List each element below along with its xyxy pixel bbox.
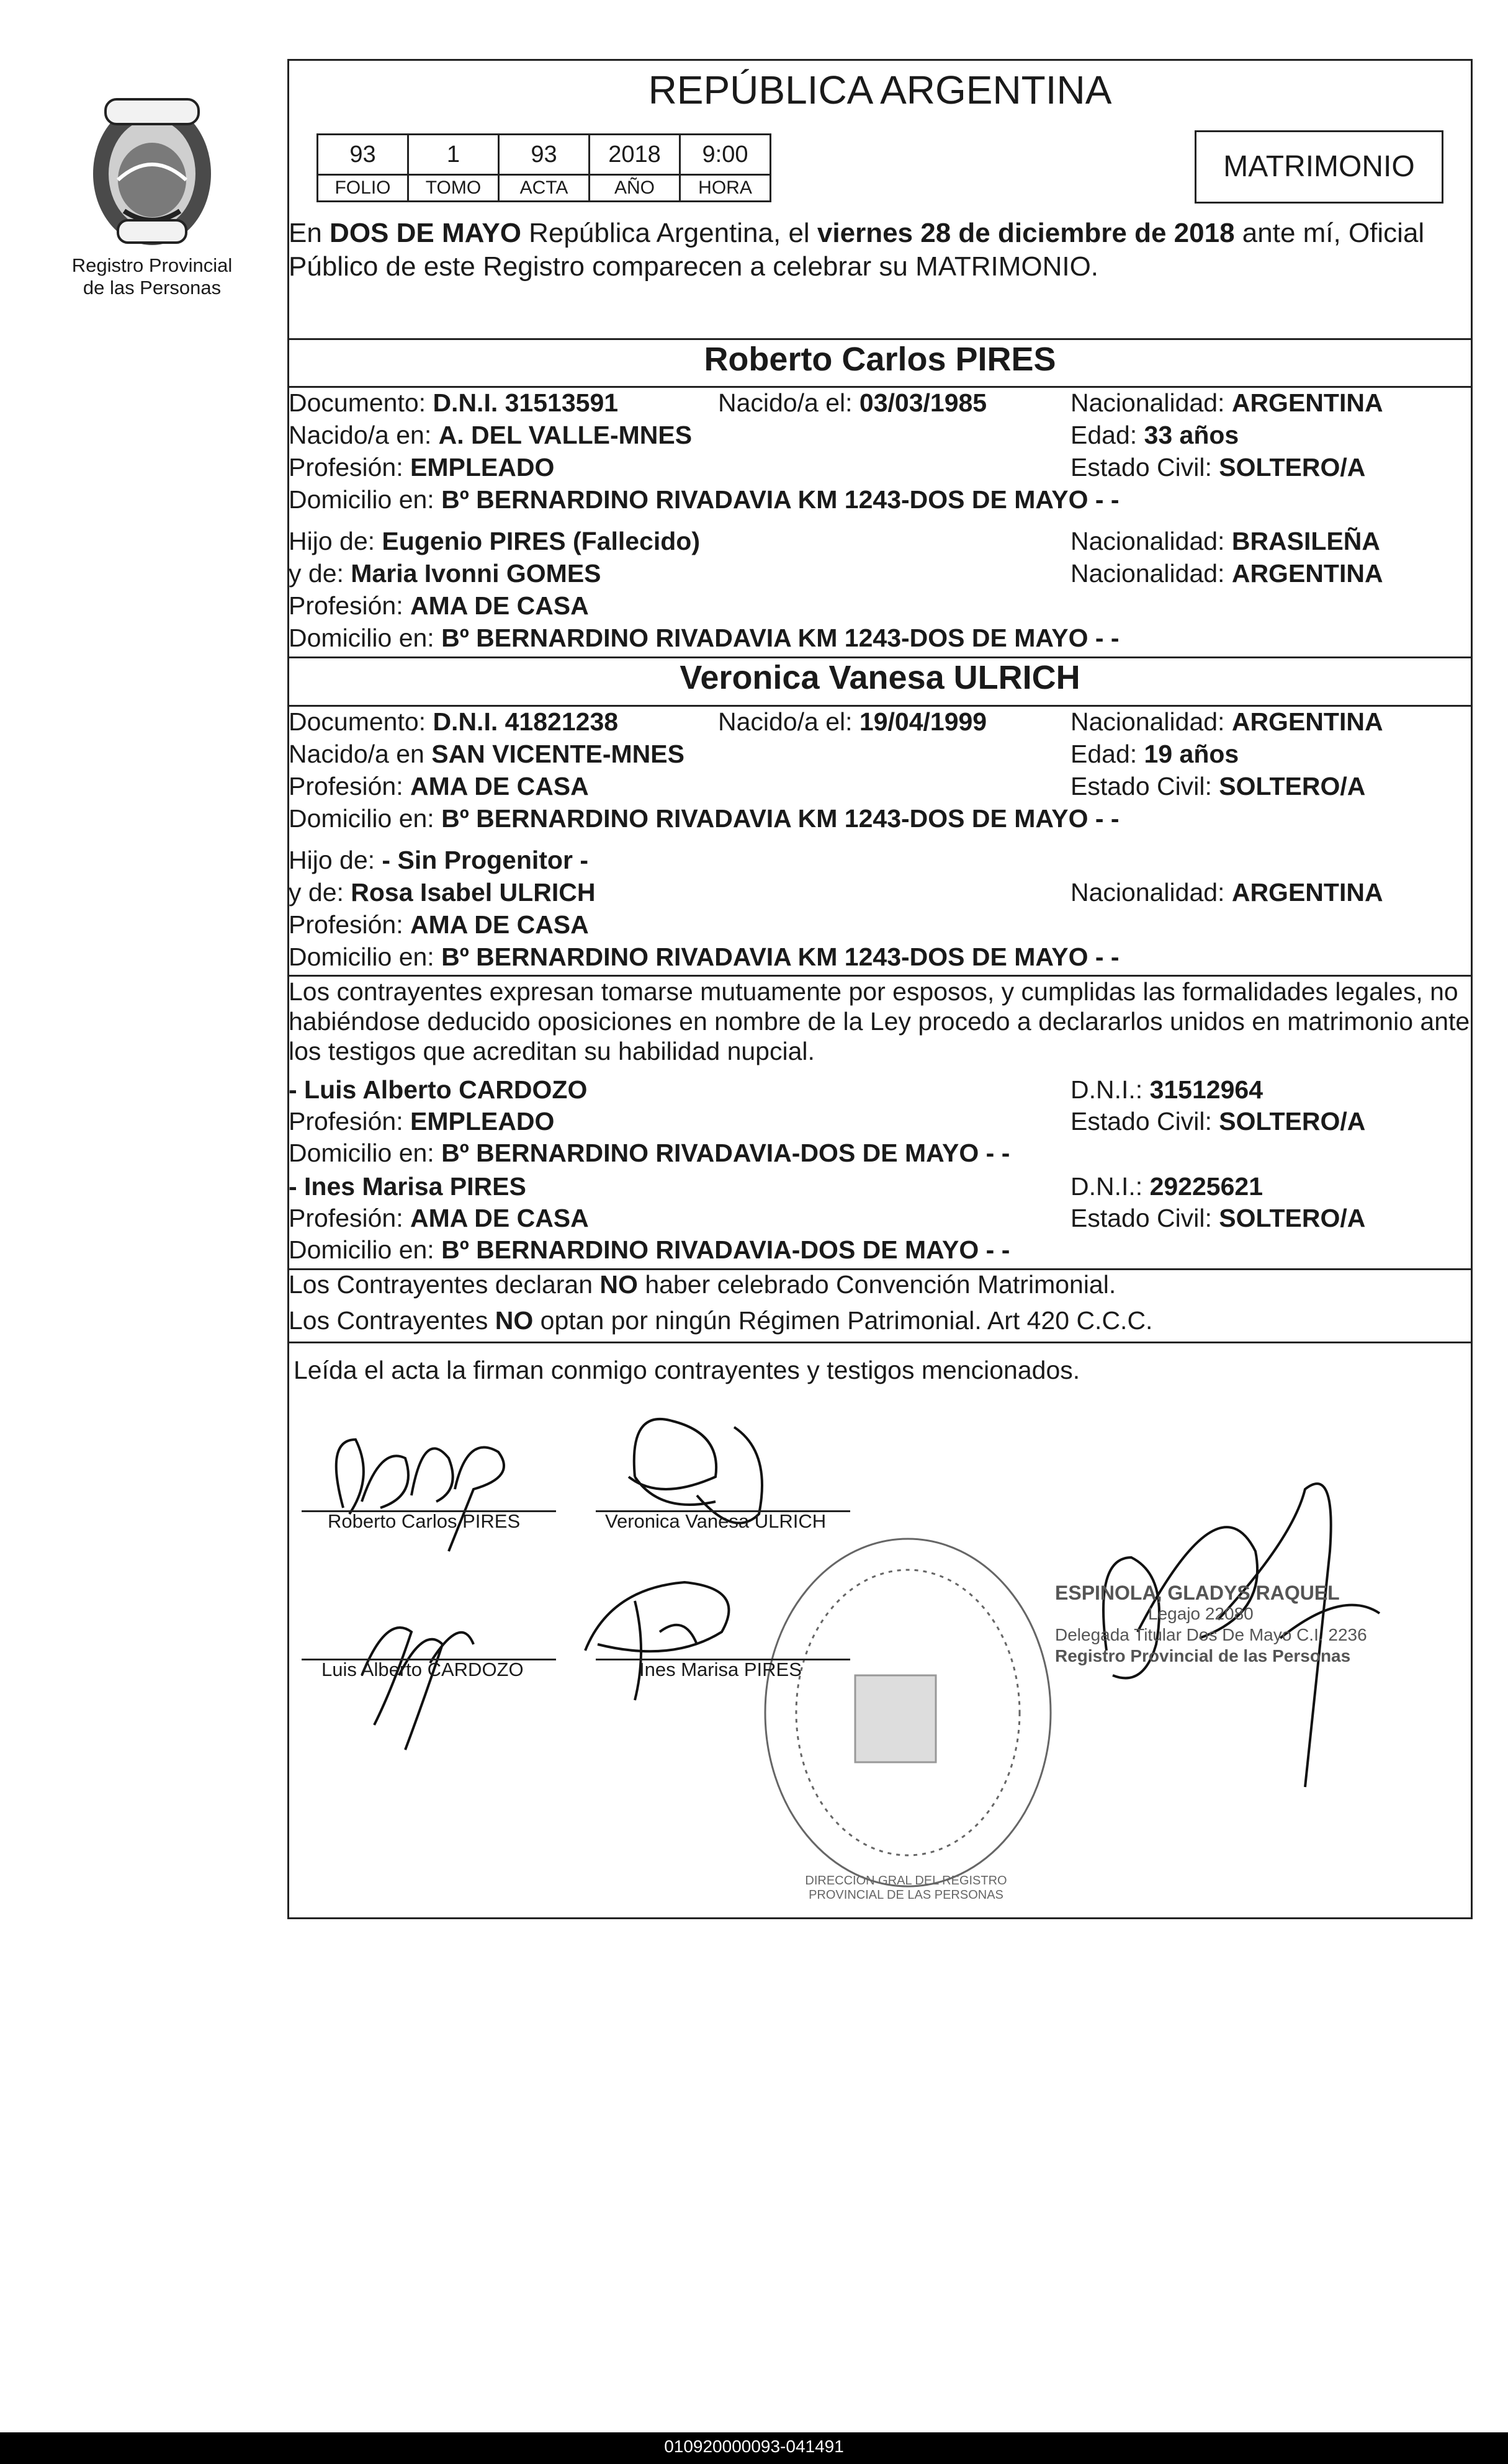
acta-value: 93 <box>499 135 590 175</box>
acta-label: ACTA <box>499 175 590 202</box>
folio-value: 93 <box>318 135 408 175</box>
spouse1-father-nat-row: Nacionalidad: BRASILEÑA <box>1070 527 1381 555</box>
spouse1-nat-row: Nacionalidad: ARGENTINA <box>1070 388 1383 417</box>
spouse2-name: Veronica Vanesa ULRICH <box>680 659 1080 696</box>
declaration-line-1: Los contrayentes expresan tomarse mutuamente por esposos, y cumplidas las formalidades legales, no <box>289 977 1458 1006</box>
regime-line-1: Los Contrayentes declaran NO haber celebrado Convención Matrimonial. <box>289 1270 1116 1299</box>
witness1-name: - Luis Alberto CARDOZO <box>289 1075 588 1104</box>
province-seal-icon <box>81 87 223 254</box>
spouse2-parent-prof-row: Profesión: AMA DE CASA <box>289 910 589 939</box>
barcode-text: 010920000093-041491 <box>664 2437 844 2456</box>
spouse1-doc-row: Documento: D.N.I. 31513591 <box>289 388 619 417</box>
tomo-value: 1 <box>408 135 499 175</box>
spouse1-dom-row: Domicilio en: Bº BERNARDINO RIVADAVIA KM 1243-DOS DE MAYO - - <box>289 485 1120 514</box>
witness2-dni-row: D.N.I.: 29225621 <box>1070 1172 1263 1201</box>
witness2-name: - Ines Marisa PIRES <box>289 1172 526 1201</box>
official-office: Registro Provincial de las Personas <box>1055 1646 1351 1665</box>
signature-ines <box>585 1582 729 1700</box>
spouse2-civil-row: Estado Civil: SOLTERO/A <box>1070 772 1366 800</box>
spouse1-mother-nat-row: Nacionalidad: ARGENTINA <box>1070 559 1383 588</box>
spouse2-place-row: Nacido/a en SAN VICENTE-MNES <box>289 740 684 768</box>
spouse2-age-row: Edad: 19 años <box>1070 740 1239 768</box>
witness2-civil-row: Estado Civil: SOLTERO/A <box>1070 1204 1366 1232</box>
divider <box>287 1342 1473 1343</box>
official-name: ESPINOLA, GLADYS RAQUEL <box>1055 1582 1340 1604</box>
witness1-civil-row: Estado Civil: SOLTERO/A <box>1070 1107 1366 1136</box>
regime-line-2: Los Contrayentes NO optan por ningún Régimen Patrimonial. Art 420 C.C.C. <box>289 1306 1153 1335</box>
spouse2-nat-row: Nacionalidad: ARGENTINA <box>1070 707 1383 736</box>
spouse1-parent-dom-row: Domicilio en: Bº BERNARDINO RIVADAVIA KM 1243-DOS DE MAYO - - <box>289 624 1120 652</box>
witness2-dom-row: Domicilio en: Bº BERNARDINO RIVADAVIA-DOS DE MAYO - - <box>289 1235 1010 1264</box>
official-legajo: Legajo 22080 <box>1148 1604 1254 1623</box>
intro-date: viernes 28 de diciembre de 2018 <box>817 218 1235 248</box>
emblem-caption-2: de las Personas <box>83 277 222 298</box>
spouse2-mother-nat-row: Nacionalidad: ARGENTINA <box>1070 878 1383 907</box>
spouse2-parent-dom-row: Domicilio en: Bº BERNARDINO RIVADAVIA KM 1243-DOS DE MAYO - - <box>289 943 1120 971</box>
hora-label: HORA <box>680 175 771 202</box>
spouse1-parent-prof-row: Profesión: AMA DE CASA <box>289 591 589 620</box>
spouse2-born-row: Nacido/a el: 19/04/1999 <box>718 707 987 736</box>
declaration-line-3: los testigos que acreditan su habilidad nupcial. <box>289 1037 815 1065</box>
witness1-dni-row: D.N.I.: 31512964 <box>1070 1075 1263 1104</box>
spouse1-age-row: Edad: 33 años <box>1070 421 1239 449</box>
folio-label: FOLIO <box>318 175 408 202</box>
official-role: Delegada Titular Dos De Mayo C.I. 2236 <box>1055 1625 1367 1644</box>
signature-label-1: Roberto Carlos PIRES <box>328 1510 521 1532</box>
tomo-label: TOMO <box>408 175 499 202</box>
spouse2-dom-row: Domicilio en: Bº BERNARDINO RIVADAVIA KM 1243-DOS DE MAYO - - <box>289 804 1120 833</box>
signature-label-4: Ines Marisa PIRES <box>639 1659 802 1680</box>
register-table <box>316 133 771 202</box>
registry-seal-icon <box>765 1539 1051 1886</box>
signature-roberto <box>336 1440 504 1551</box>
witness1-prof-row: Profesión: EMPLEADO <box>289 1107 555 1136</box>
signature-label-2: Veronica Vanesa ULRICH <box>605 1510 827 1532</box>
ano-label: AÑO <box>590 175 680 202</box>
intro-line-2: Público de este Registro comparecen a celebrar su MATRIMONIO. <box>289 251 1099 282</box>
page-title: REPÚBLICA ARGENTINA <box>648 68 1112 112</box>
spouse2-doc-row: Documento: D.N.I. 41821238 <box>289 707 619 736</box>
emblem-caption-1: Registro Provincial <box>71 254 233 276</box>
spouse1-mother-row: y de: Maria Ivonni GOMES <box>289 559 601 588</box>
spouse2-father-row: Hijo de: - Sin Progenitor - <box>289 846 588 874</box>
witness2-prof-row: Profesión: AMA DE CASA <box>289 1204 589 1232</box>
ano-value: 2018 <box>590 135 680 175</box>
spouse1-father-row: Hijo de: Eugenio PIRES (Fallecido) <box>289 527 700 555</box>
intro-place: DOS DE MAYO <box>330 218 521 248</box>
signature-luis <box>362 1628 473 1750</box>
spouse1-name: Roberto Carlos PIRES <box>704 341 1056 378</box>
spouse1-civil-row: Estado Civil: SOLTERO/A <box>1070 453 1366 482</box>
hora-value: 9:00 <box>680 135 771 175</box>
signature-label-3: Luis Alberto CARDOZO <box>321 1659 524 1680</box>
declaration-line-2: habiéndose deducido oposiciones en nombre de la Ley procedo a declararlos unidos en matrimonio ante <box>289 1007 1470 1036</box>
witness1-dom-row: Domicilio en: Bº BERNARDINO RIVADAVIA-DOS DE MAYO - - <box>289 1139 1010 1167</box>
spouse1-prof-row: Profesión: EMPLEADO <box>289 453 555 482</box>
spouse1-place-row: Nacido/a en: A. DEL VALLE-MNES <box>289 421 693 449</box>
emblem <box>50 87 254 304</box>
spouse2-prof-row: Profesión: AMA DE CASA <box>289 772 589 800</box>
closing-text: Leída el acta la firman conmigo contrayentes y testigos mencionados. <box>294 1356 1080 1384</box>
signature-veronica <box>629 1419 762 1523</box>
official-stamp <box>1055 1582 1403 1667</box>
spouse2-mother-row: y de: Rosa Isabel ULRICH <box>289 878 596 907</box>
registry-seal-text: DIRECCION GRAL DEL REGISTRO PROVINCIAL DE LAS PERSONAS <box>805 1874 1007 1902</box>
spouse1-born-row: Nacido/a el: 03/03/1985 <box>718 388 987 417</box>
document-type-box: MATRIMONIO <box>1195 130 1443 204</box>
intro-line-1: En DOS DE MAYO República Argentina, el viernes 28 de diciembre de 2018 ante mí, Oficial <box>289 218 1425 248</box>
